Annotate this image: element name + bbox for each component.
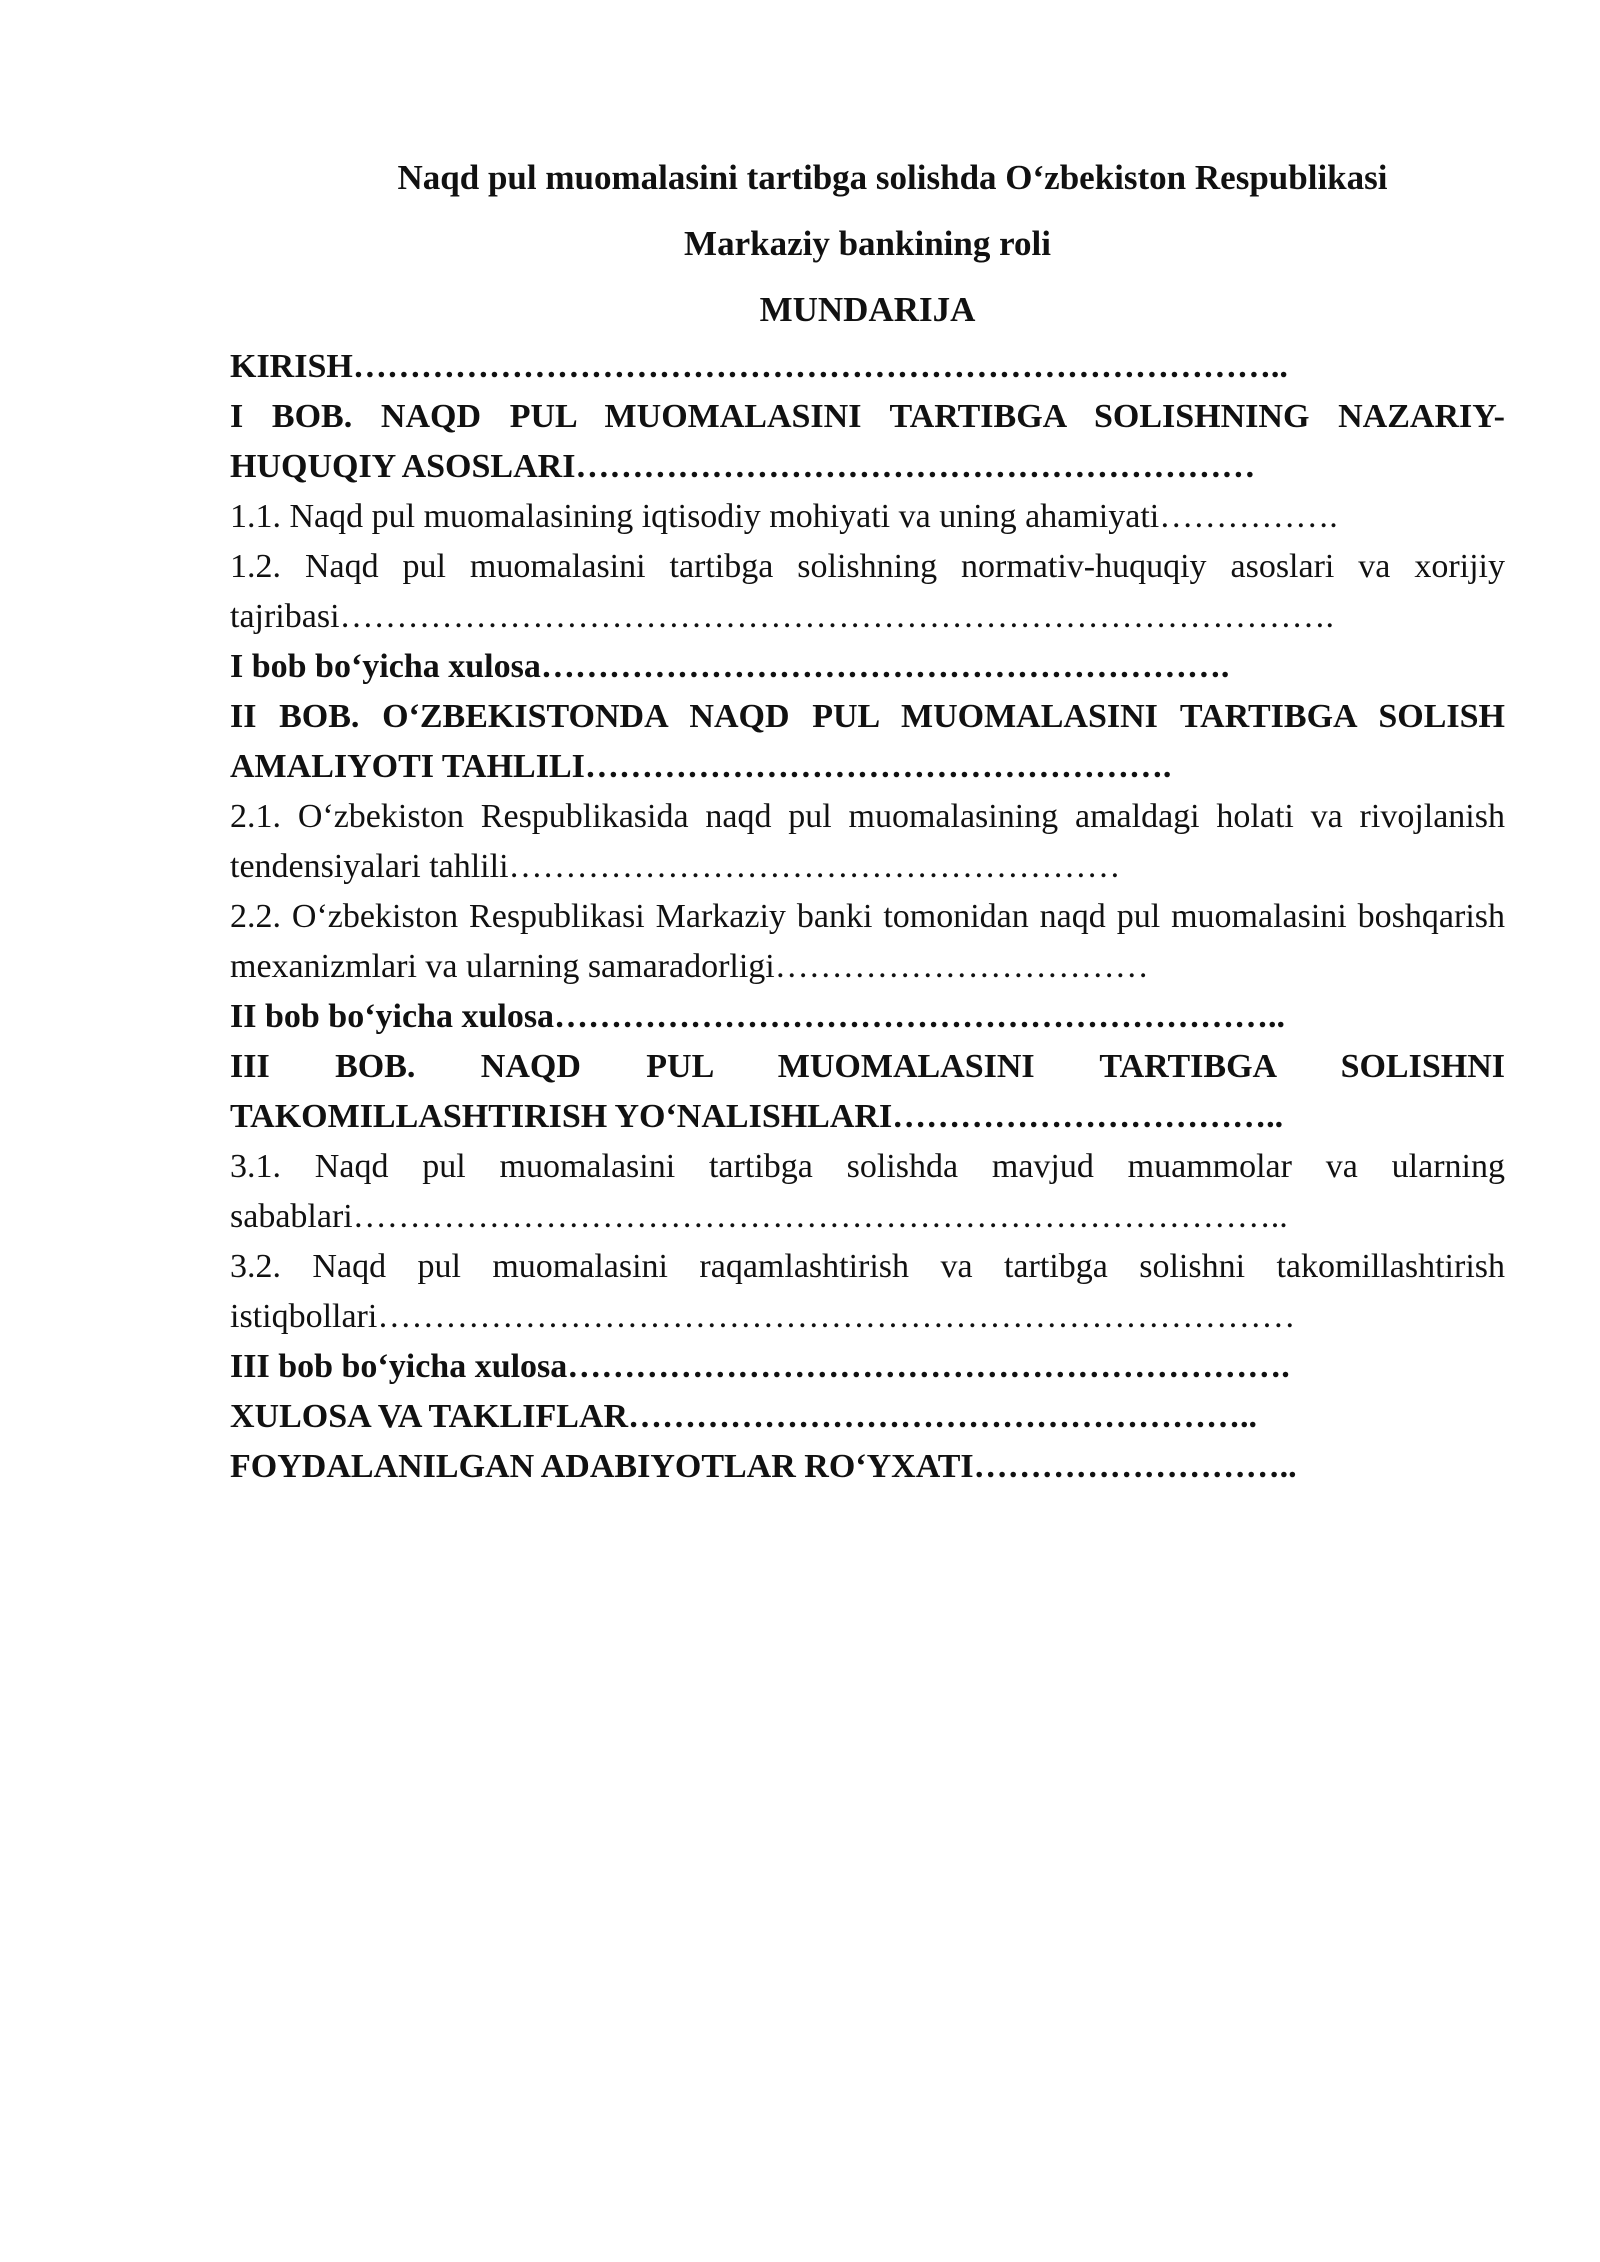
toc-entry-conclusions: XULOSA VA TAKLIFLAR………………………………………………..	[230, 1398, 1258, 1435]
toc-entry-references: FOYDALANILGAN ADABIYOTLAR RO‘YXATI………………………..	[230, 1448, 1297, 1485]
table-of-contents	[230, 342, 1505, 1492]
toc-entry-introduction: KIRISH………………………………………………………………………..	[230, 348, 1288, 385]
toc-entry-chapter-2-conclusion: II bob bo‘yicha xulosa………………………………………………………..	[230, 998, 1286, 1035]
document-title-line-1: Naqd pul muomalasini tartibga solishda O‘zbekiston Respublikasi	[397, 158, 1388, 197]
toc-entry-section-2-1: 2.1. O‘zbekiston Respublikasida naqd pul muomalasining amaldagi holati va rivojlanish tendensiyalari tahlili………………………………………………	[230, 798, 1505, 885]
toc-entry-chapter-3: III BOB. NAQD PUL MUOMALASINI TARTIBGA SOLISHNI TAKOMILLASHTIRISH YO‘NALISHLARI……………………………..	[230, 1048, 1505, 1135]
toc-entry-chapter-2: II BOB. O‘ZBEKISTONDA NAQD PUL MUOMALASINI TARTIBGA SOLISH AMALIYOTI TAHLILI…………………………………………….	[230, 698, 1505, 785]
toc-entry-section-3-2: 3.2. Naqd pul muomalasini raqamlashtirish va tartibga solishni takomillashtirish istiqbollari………………………………………………………………………	[230, 1248, 1505, 1335]
toc-entry-section-3-1: 3.1. Naqd pul muomalasini tartibga solishda mavjud muammolar va ularning sabablari………………………………………………………………………..	[230, 1148, 1505, 1235]
toc-entry-section-1-2: 1.2. Naqd pul muomalasini tartibga solishning normativ-huquqiy asoslari va xorijiy tajribasi…………………………………………………………………………….	[230, 548, 1505, 635]
toc-entry-chapter-1-conclusion: I bob bo‘yicha xulosa…………………………………………………….	[230, 648, 1230, 685]
title-block	[230, 145, 1505, 343]
document-title-line-2: Markaziy bankining roli	[684, 224, 1051, 263]
toc-entry-section-1-1: 1.1. Naqd pul muomalasining iqtisodiy mohiyati va uning ahamiyati…………….	[230, 498, 1338, 535]
toc-entry-chapter-1: I BOB. NAQD PUL MUOMALASINI TARTIBGA SOLISHNING NAZARIY-HUQUQIY ASOSLARI……………………………………………………	[230, 398, 1505, 485]
toc-entry-section-2-2: 2.2. O‘zbekiston Respublikasi Markaziy banki tomonidan naqd pul muomalasini boshqarish mexanizmlari va ularning samaradorligi……………………………	[230, 898, 1505, 985]
toc-entry-chapter-3-conclusion: III bob bo‘yicha xulosa……………………………………………………….	[230, 1348, 1290, 1385]
contents-heading: MUNDARIJA	[759, 290, 976, 329]
